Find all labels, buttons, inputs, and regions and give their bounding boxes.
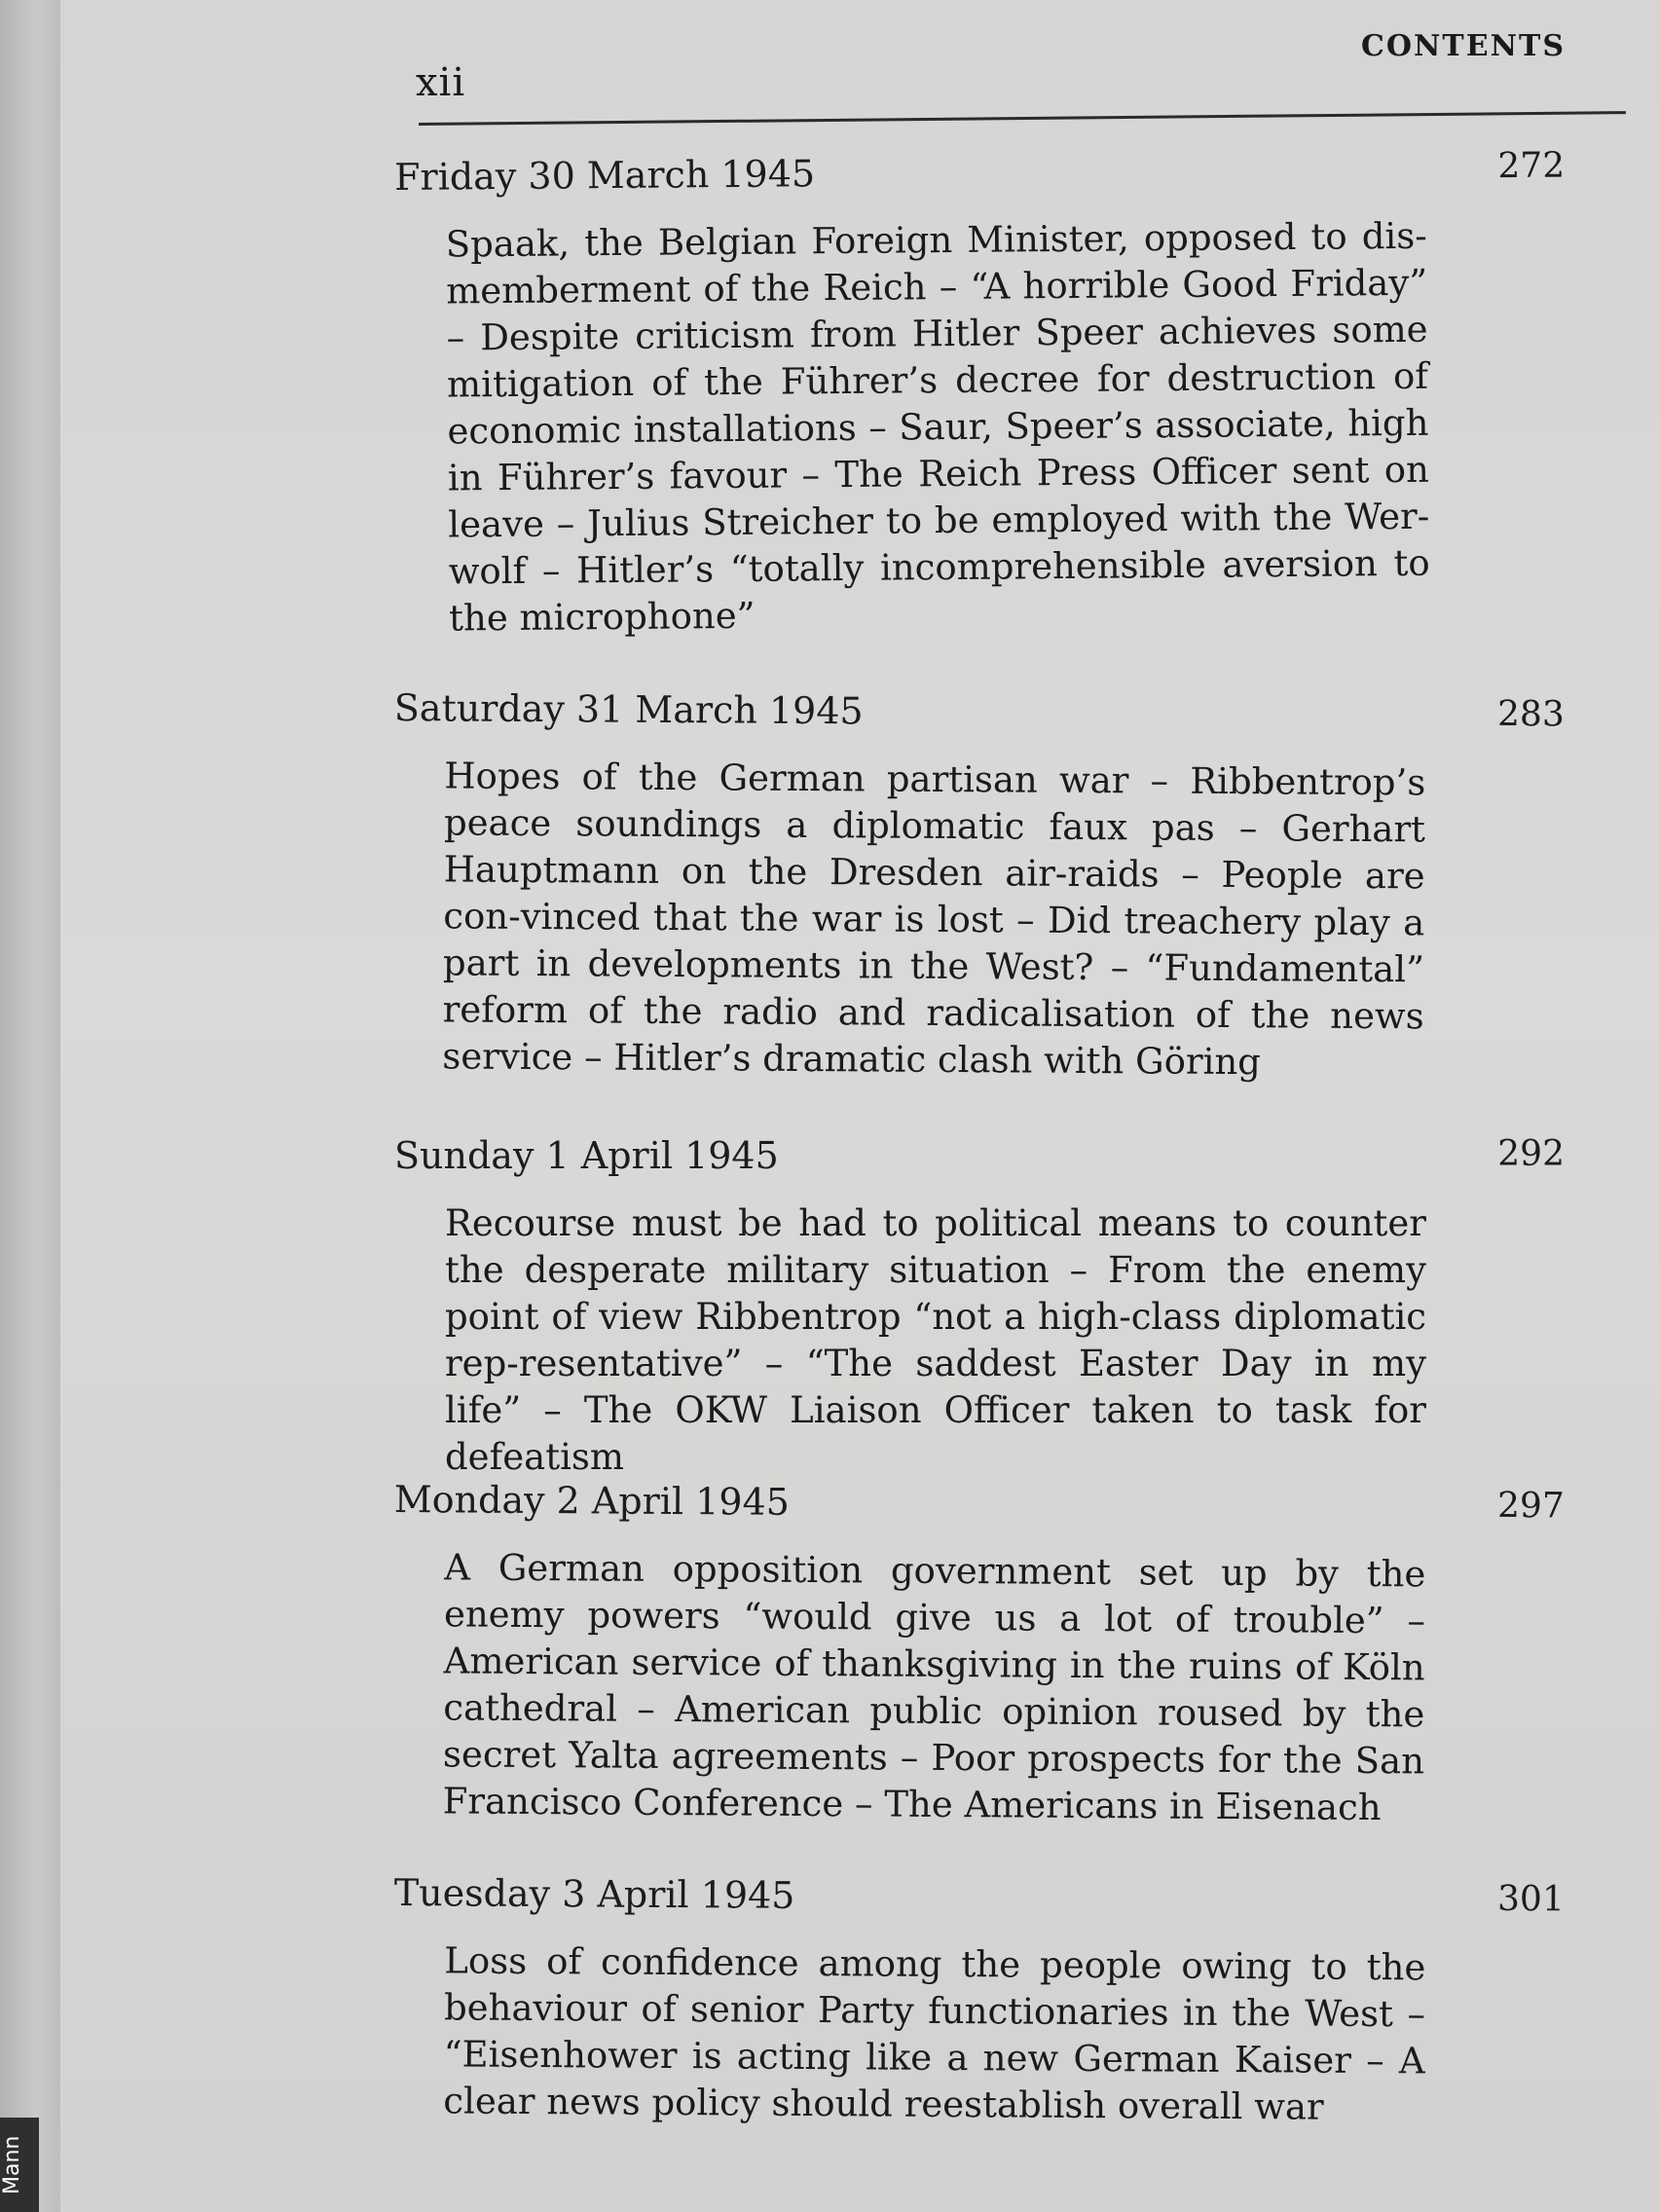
entry-summary: Spaak, the Belgian Foreign Minister, opposed to dis-memberment of the Reich – “A horrible Good Friday” – Despite criticism from Hitler Speer achieves some mitigation of the Führer’s decree for destruction of economic installations – Saur, Speer’s associate, high in Führer’s favour – The Reich Press Officer sent on leave – Julius Streicher to be employed with the Wer-wolf – Hitler’s “totally incomprehensible aversion to the microphone”: [445, 214, 1430, 640]
header-rule: [419, 111, 1626, 126]
entry-summary: Loss of confidence among the people owing to the behaviour of senior Party functionaries in the West – “Eisenhower is acting like a new German Kaiser – A clear news policy should reestablish overall war: [443, 1939, 1426, 2128]
toc-entry: [392, 1871, 1565, 2132]
entry-page-number: 301: [1496, 1878, 1565, 1920]
page-edge: [0, 0, 60, 2212]
entry-page-number: 297: [1496, 1485, 1565, 1527]
entry-summary: Recourse must be had to political means to counter the desperate military situation – From the enemy point of view Ribbentrop “not a high-class diplomatic rep-resentative” – “The saddest Easter Day in my life” – The OKW Liaison Officer taken to task for defeatism: [445, 1202, 1426, 1478]
entry-page-number: 272: [1497, 145, 1566, 187]
entry-date: Tuesday 3 April 1945: [393, 1871, 795, 1917]
entry-summary: A German opposition government set up by the enemy powers “would give us a lot of trouble” – American service of thanksgiving in the ruins of Köln cathedral – American public opinion roused by the secret Yalta agreements – Poor prospects for the San Francisco Conference – The Americans in Eisenach: [442, 1546, 1426, 1829]
toc-entry: [394, 146, 1568, 643]
page-number: xii: [416, 60, 466, 105]
toc-entry: [392, 1478, 1565, 1832]
entry-date: Monday 2 April 1945: [393, 1478, 791, 1524]
entry-date: Sunday 1 April 1945: [394, 1134, 779, 1177]
entry-date: Saturday 31 March 1945: [393, 686, 864, 733]
watermark: Mann: [0, 2118, 39, 2212]
entry-summary: Hopes of the German partisan war – Ribbentrop’s peace soundings a diplomatic faux pas – Gerhart Hauptmann on the Dresden air-raids – People are con-vinced that the war is lost – Did treachery play a part in developments in the West? – “Fundamental” reform of the radio and radicalisation of the news service – Hitler’s dramatic clash with Göring: [442, 755, 1426, 1084]
entry-date: Friday 30 March 1945: [394, 152, 816, 199]
section-title: CONTENTS: [1360, 29, 1566, 63]
entry-page-number: 283: [1496, 693, 1565, 735]
entry-page-number: 292: [1497, 1134, 1565, 1174]
toc-entry: [391, 686, 1565, 1088]
toc-entry: [394, 1134, 1565, 1481]
